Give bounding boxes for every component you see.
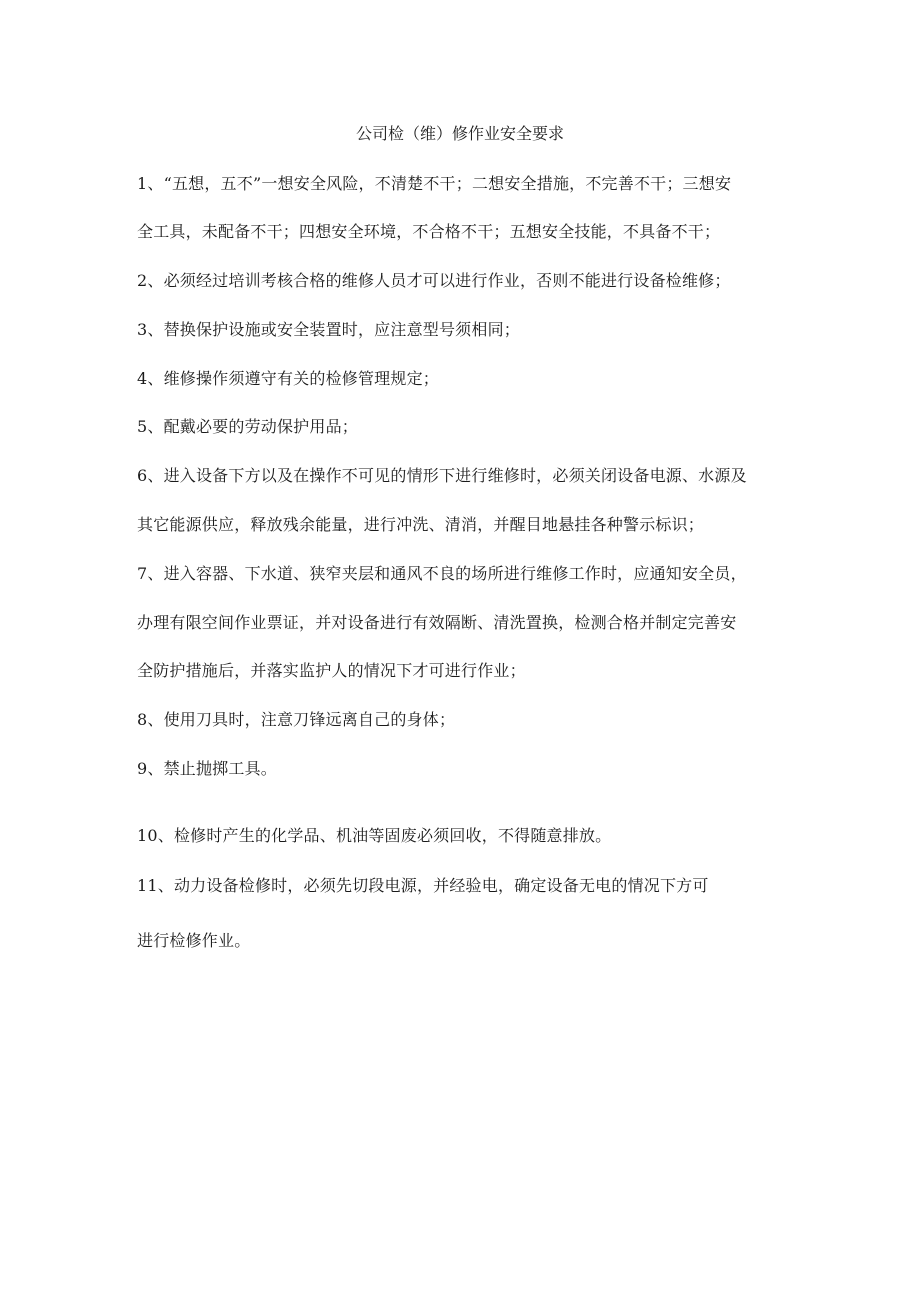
rule-line-6-cont: 其它能源供应，释放残余能量，进行冲洗、清消，并醒目地悬挂各种警示标识； (137, 515, 705, 534)
rule-line-11-cont: 进行检修作业。 (137, 931, 251, 950)
rule-line-7-cont-2: 全防护措施后，并落实监护人的情况下才可进行作业； (137, 661, 526, 680)
rule-line-9: 9、禁止抛掷工具。 (137, 759, 277, 778)
rule-line-7-cont-1: 办理有限空间作业票证，并对设备进行有效隔断、清洗置换，检测合格并制定完善安 (137, 613, 737, 632)
document-title: 公司检（维）修作业安全要求 (355, 124, 564, 143)
rule-line-10: 10、检修时产生的化学品、机油等固废必须回收，不得随意排放。 (137, 826, 612, 845)
rule-line-1-cont: 全工具，未配备不干；四想安全环境，不合格不干；五想安全技能，不具备不干； (137, 222, 721, 241)
rule-line-5: 5、配戴必要的劳动保护用品； (137, 417, 358, 436)
rule-line-3: 3、替换保护设施或安全装置时，应注意型号须相同； (137, 320, 520, 339)
rule-line-7: 7、进入容器、下水道、狭窄夹层和通风不良的场所进行维修工作时，应通知安全员， (137, 564, 747, 583)
rule-line-4: 4、维修操作须遵守有关的检修管理规定； (137, 369, 439, 388)
rule-line-8: 8、使用刀具时，注意刀锋远离自己的身体； (137, 710, 456, 729)
rule-line-1: 1、“五想，五不”一想安全风险，不清楚不干；二想安全措施，不完善不干；三想安 (137, 174, 732, 193)
rule-line-11: 11、动力设备检修时，必须先切段电源，并经验电，确定设备无电的情况下方可 (137, 876, 709, 895)
rule-line-2: 2、必须经过培训考核合格的维修人员才可以进行作业，否则不能进行设备检维修； (137, 271, 731, 290)
rule-line-6: 6、进入设备下方以及在操作不可见的情形下进行维修时，必须关闭设备电源、水源及 (137, 466, 747, 485)
